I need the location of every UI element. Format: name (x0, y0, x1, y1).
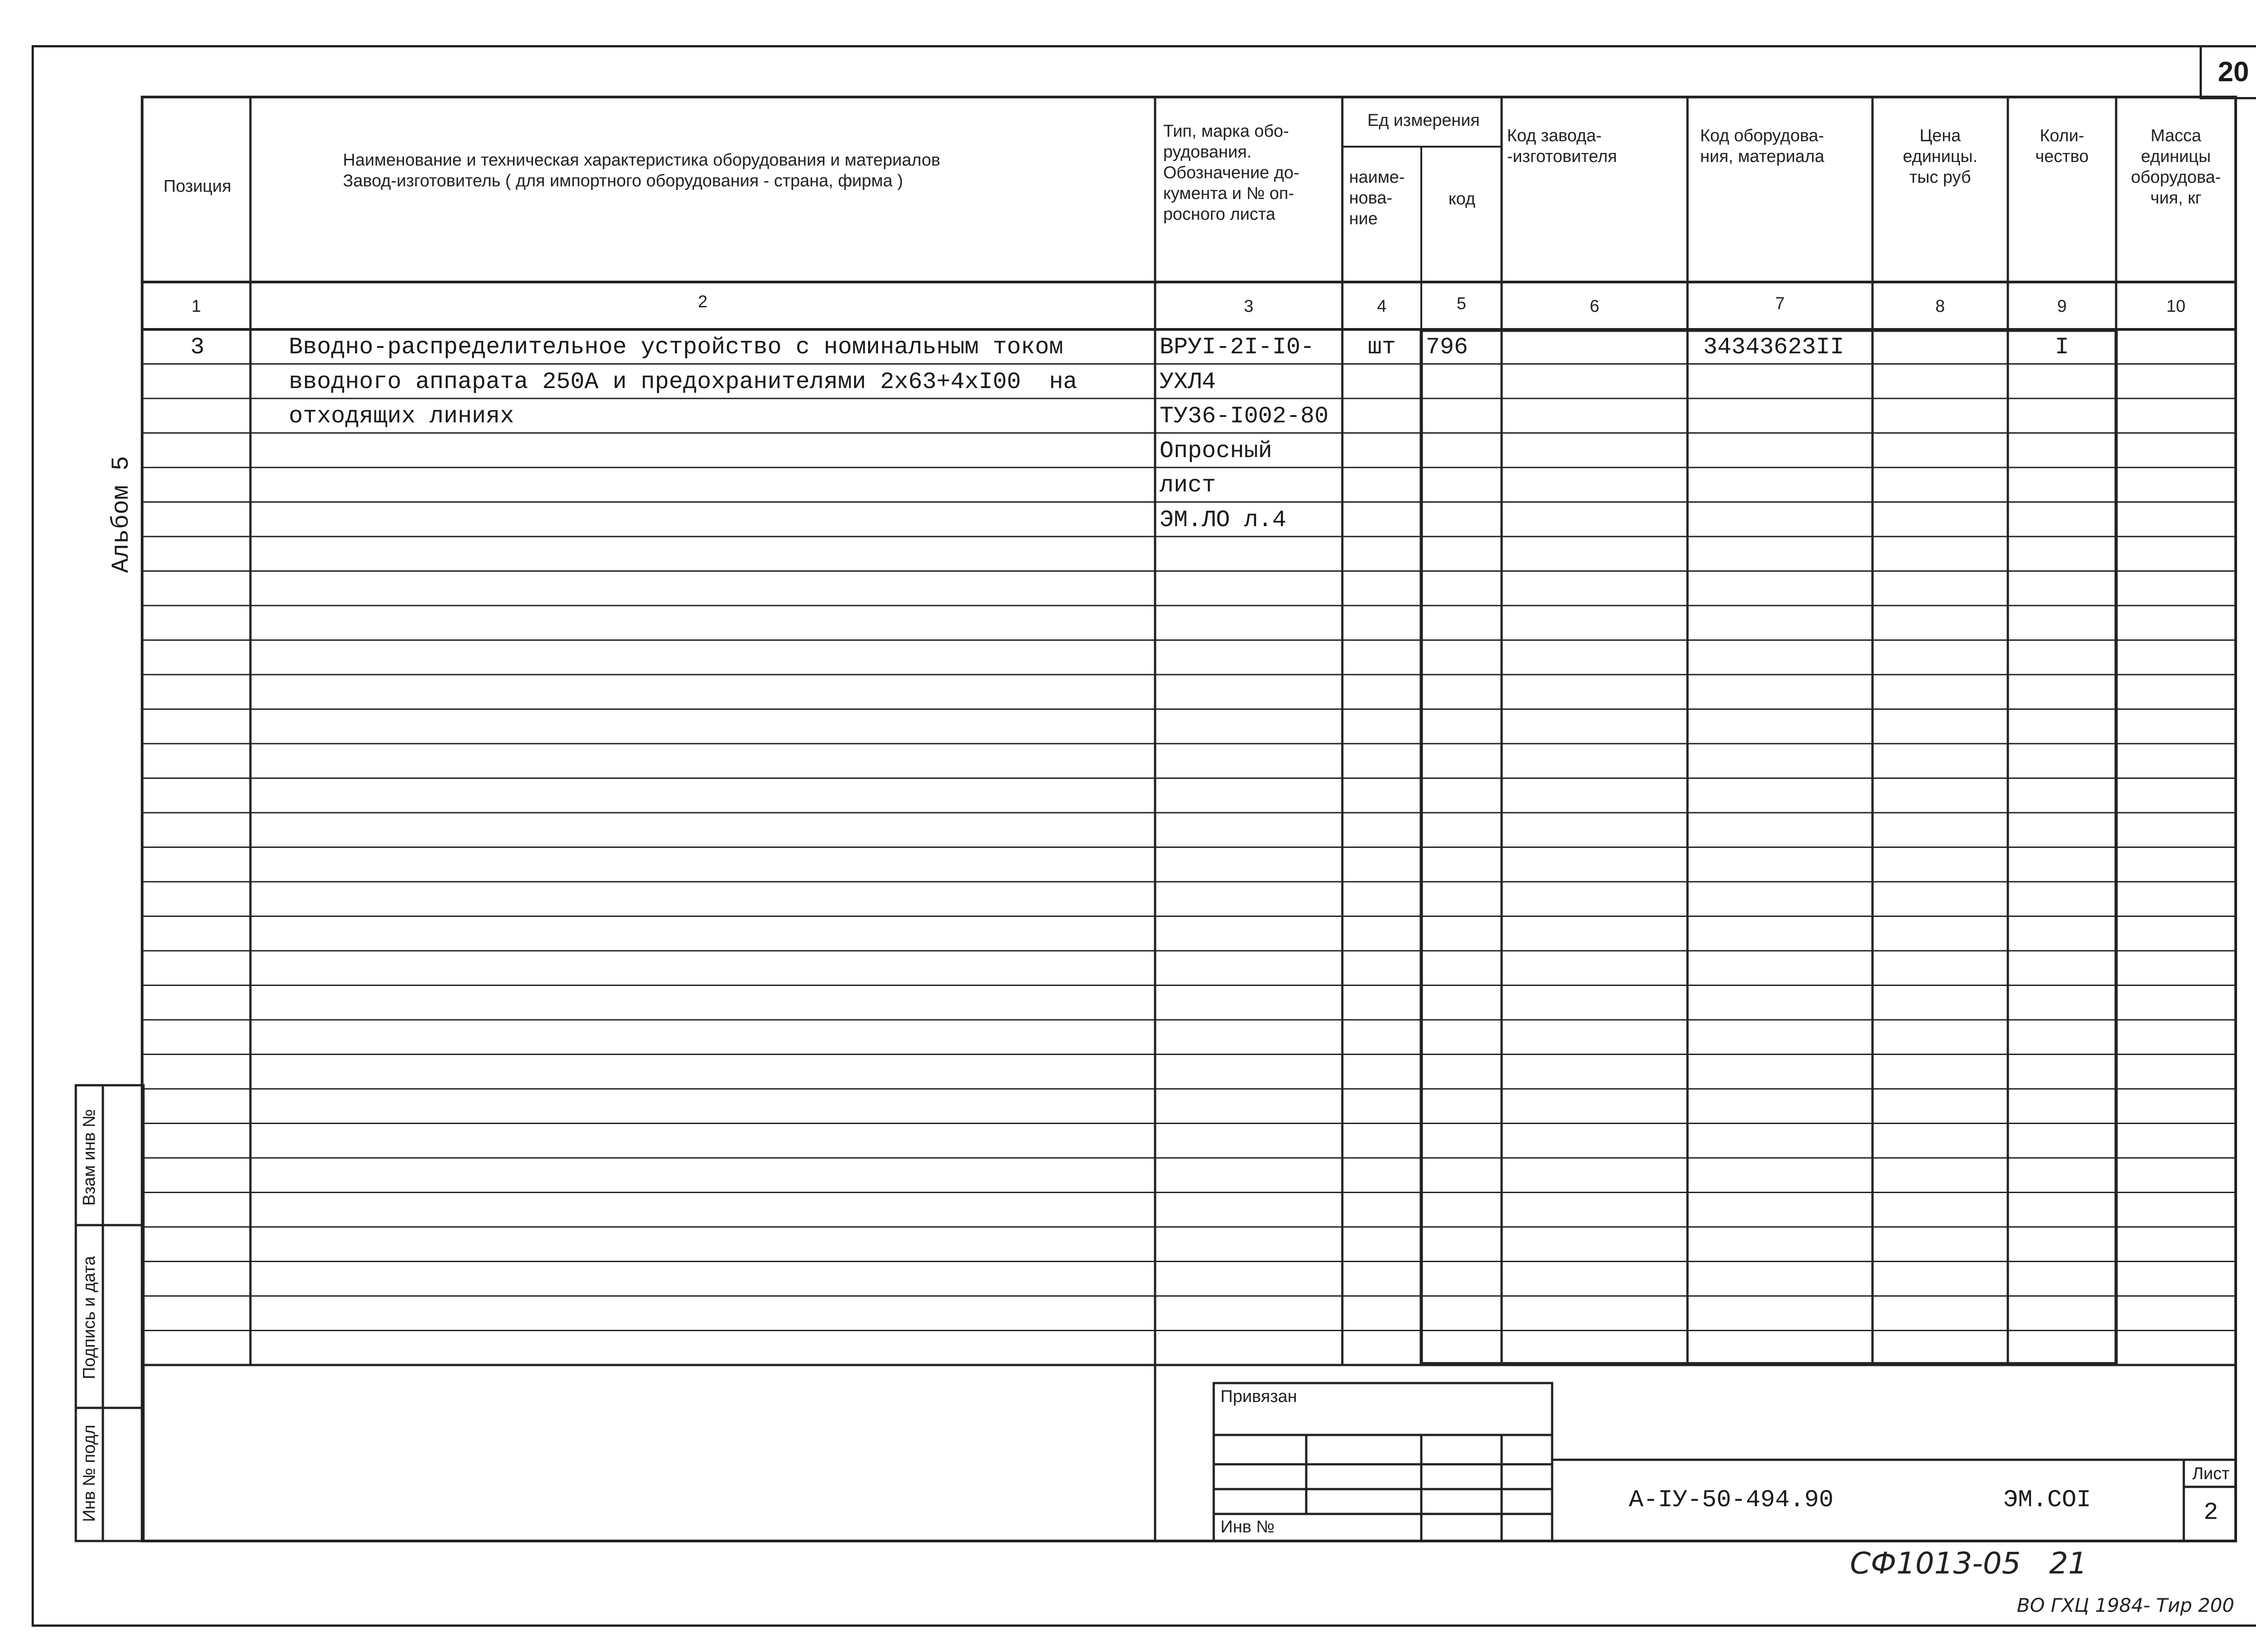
stamp-inv-original: Инв № подл (80, 1425, 99, 1522)
cell-position: 3 (190, 334, 205, 361)
stamp-replaced-inv: Взам инв № (80, 1109, 99, 1206)
header-mass: Масса единицы оборудова- чия, кг (2131, 126, 2221, 208)
column-number: 8 (1935, 297, 1945, 316)
cell-type: ВРУI-2I-I0- (1160, 334, 1315, 361)
column-number: 2 (698, 292, 708, 311)
column-number: 9 (2057, 297, 2067, 316)
column-number: 3 (1244, 297, 1254, 316)
cell-equipment-code: 34343623II (1703, 334, 1845, 361)
header-unit: Ед измерения (1367, 111, 1480, 130)
cell-type: ТУ36-I002-80 (1160, 403, 1329, 430)
header-position: Позиция (163, 177, 231, 196)
page-number: 20 (2218, 56, 2249, 88)
sheet-number: 2 (2203, 1499, 2219, 1527)
cell-name: Вводно-распределительное устройство с номинальным током (289, 334, 1063, 361)
inventory-number-label: Инв № (1220, 1518, 1275, 1536)
cell-type: лист (1160, 472, 1216, 499)
header-quantity: Коли- чество (2035, 126, 2089, 166)
column-number: 5 (1456, 294, 1466, 313)
header-equipment-code: Код оборудова- ния, материала (1700, 126, 1825, 166)
header-price: Цена единицы. тыс руб (1903, 126, 1978, 187)
cell-name: вводного аппарата 250А и предохранителями 2х63+4хI00 на (289, 368, 1077, 395)
header-unit-name: наиме- нова- ние (1349, 168, 1405, 228)
handwritten-archive-code: СФ1013-05 21 (1850, 1546, 2087, 1581)
stamp-signature-date: Подпись и дата (80, 1256, 99, 1379)
handwritten-print-note: ВО ГХЦ 1984- Тир 200 (2017, 1594, 2234, 1616)
cell-unit: шт (1368, 334, 1396, 361)
column-number: 1 (191, 297, 201, 316)
header-name-line2: Завод-изготовитель ( для импортного оборудования - страна, фирма ) (343, 171, 903, 190)
column-number: 4 (1377, 297, 1387, 316)
document-code: А-IУ-50-494.90 (1629, 1486, 1834, 1514)
cell-type: ЭМ.ЛО л.4 (1160, 506, 1286, 533)
document-mark: ЭМ.СОI (2003, 1486, 2091, 1514)
cell-quantity: I (2055, 334, 2069, 361)
cell-name: отходящих линиях (289, 403, 514, 430)
header-factory-code: Код завода- -изготовителя (1507, 126, 1617, 166)
header-type: Тип, марка обо- рудования. Обозначение до- кумента и № оп- росного листа (1163, 122, 1299, 224)
album-label: Альбом 5 (108, 456, 135, 573)
header-unit-code: код (1448, 190, 1475, 208)
sheet-label: Лист (2192, 1464, 2230, 1483)
column-number: 7 (1775, 294, 1785, 313)
column-number: 10 (2166, 297, 2186, 316)
cell-unit-code: 796 (1426, 334, 1468, 361)
column-number: 6 (1590, 297, 1600, 316)
cell-type: Опросный (1160, 437, 1272, 464)
attached-label: Привязан (1220, 1387, 1297, 1406)
header-name-line1: Наименование и техническая характеристика оборудования и материалов (343, 151, 940, 170)
cell-type: УХЛ4 (1160, 368, 1216, 395)
